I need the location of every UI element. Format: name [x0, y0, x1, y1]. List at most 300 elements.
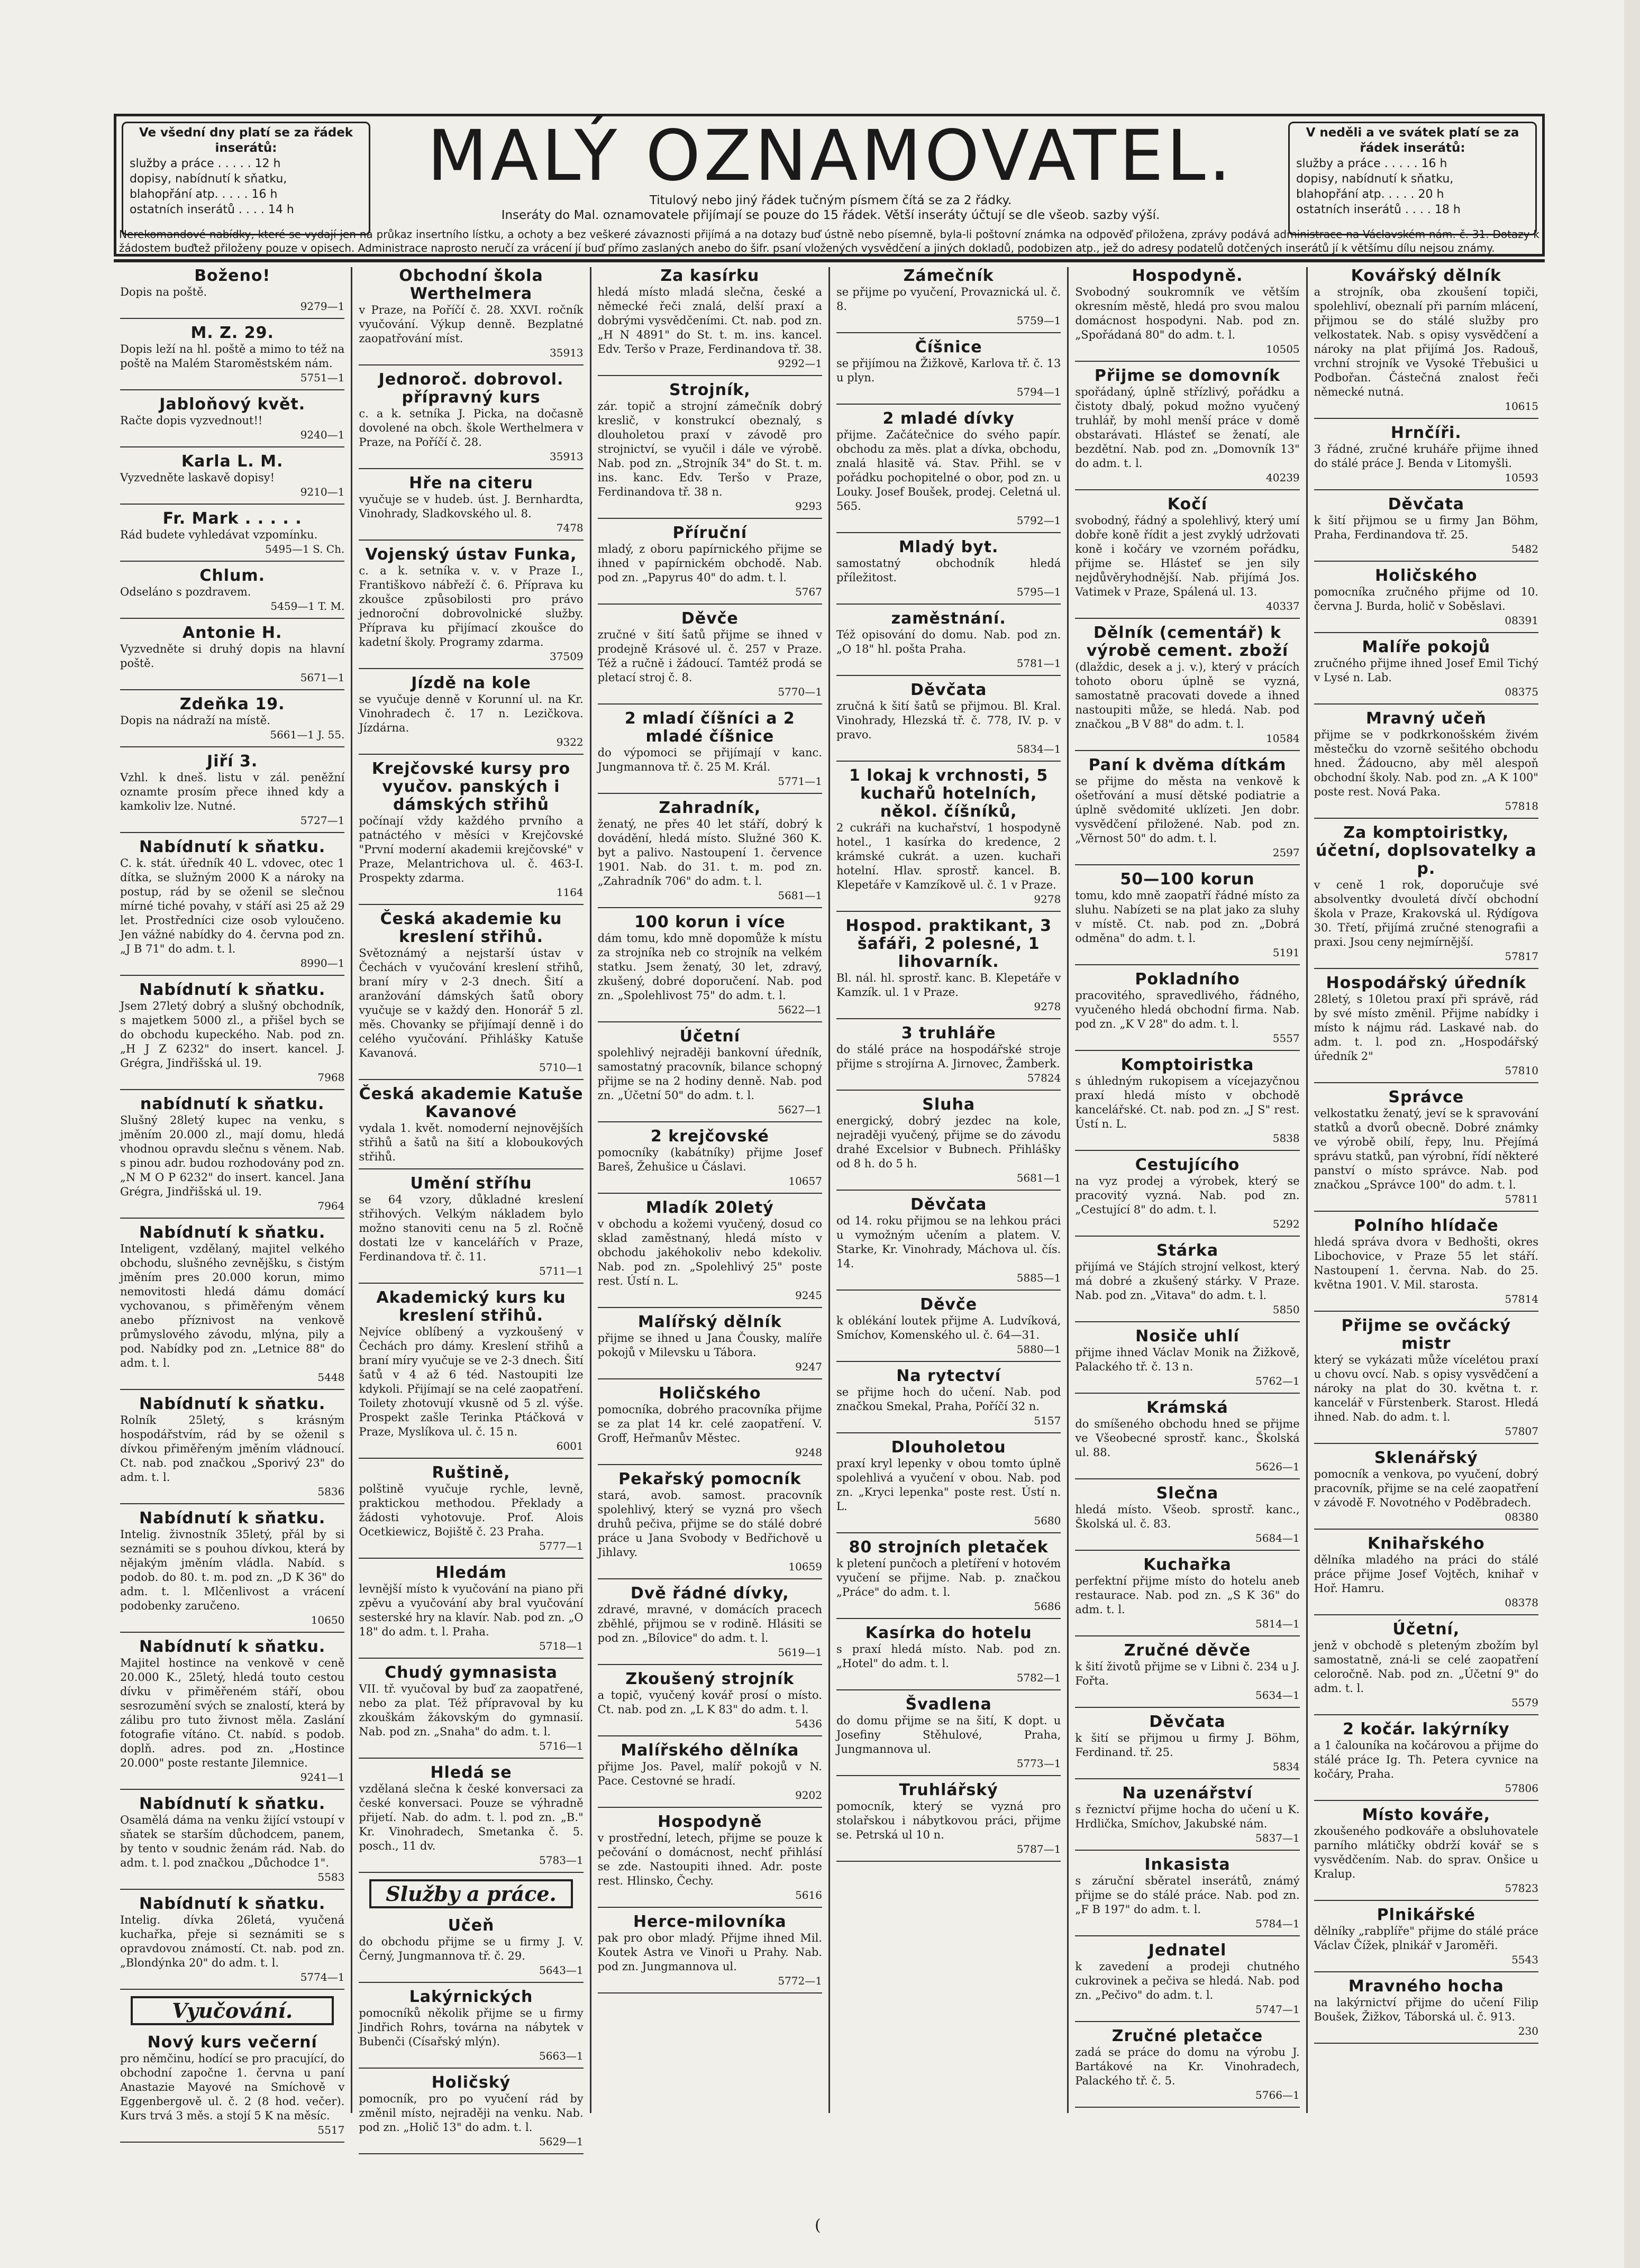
ad-column-3	[591, 267, 830, 2113]
ad-reference: 5773—1	[1016, 1757, 1061, 1770]
ad-heading: Chudý gymnasista	[385, 1663, 558, 1682]
ad-reference: 5850	[1272, 1303, 1300, 1316]
classified-ad	[598, 1813, 822, 1908]
ad-body: jenž v obchodě s pleteným zbožím byl samostatně, zná-li se celé zaopatření celoročně. Nab. pod zn. „Účetní 9" do adm. t. l.	[1314, 1639, 1538, 1695]
ad-body: přijme. Začátečnice do svého papír. obchodu za měs. plat a dívka, obchodu, znalá hlasitě vá. Stav. Přihl. se v pořádku pochopitelné o obor, pod zn. u Louky. Josef Boušek, prodej. Celetná ul. 565.	[836, 428, 1061, 513]
ad-body: v prostřední, letech, přijme se pouze k pečování o domácnost, nechť přihlásí se zde. Nastoupiti ihned. Adr. poste rest. Hlinsko, Čechy.	[597, 1832, 822, 1887]
ad-body: pro němčinu, hodící se pro pracující, do obchodní započne 1. června u paní Anastazie Mayové na Smíchově v Eggenbergově ul. č. 2 (8 hod. večer). Kurs trvá 3 měs. a stojí 5 K na měsíc.	[120, 2052, 345, 2122]
ad-heading: Číšnice	[915, 338, 982, 356]
ad-body: zadá se práce do domu na výrobu J. Bartákové na Kr. Vinohradech, Palackého tř. č. 5.	[1075, 2046, 1300, 2087]
holiday-rates-box	[1288, 122, 1537, 235]
ad-body: s praxí hledá místo. Nab. pod zn. „Hotel" do adm. t. l.	[836, 1643, 1061, 1670]
ad-heading: Dvě řádné dívky,	[630, 1584, 789, 1603]
ad-heading: Mladík 20letý	[645, 1199, 774, 1217]
ad-heading: Kuchařka	[1143, 1556, 1232, 1574]
ad-body: polštině vyučuje rychle, levně, praktickou methodou. Překlady a žádosti vyhotovuje. Prof. Alois Ocetkiewicz, Bojiště č. 23 Praha.	[359, 1483, 584, 1538]
ad-reference: 5681—1	[778, 889, 822, 902]
ad-heading: Lakýrnických	[409, 1988, 533, 2006]
classified-ad	[1075, 267, 1299, 362]
classified-ad	[359, 1988, 583, 2069]
ad-heading: Holičský	[431, 2073, 511, 2092]
classified-ad	[359, 2074, 583, 2154]
ad-heading: Zručné pletačce	[1111, 2027, 1263, 2045]
ad-heading: Umění stříhu	[410, 1174, 532, 1193]
ad-body: který se vykázati může vícelétou praxí u chovu ovcí. Nab. s opisy vysvědčení a nároky na plat do 30. května t. r. kancelář v Fürstenberk. Starost. Hledá ihned. Nab. do adm. t. l.	[1314, 1354, 1538, 1423]
ad-reference: 5495—1 S. Ch.	[265, 543, 345, 555]
ad-heading: Knihařského	[1368, 1534, 1485, 1553]
ad-heading: Za komptoiristky, účetní, doplsovatelky a p.	[1316, 824, 1537, 878]
ad-heading: Za kasírku	[660, 267, 760, 285]
ad-heading: Zdeňka 19.	[179, 695, 285, 714]
ad-body: Nejvíce oblíbený a vyzkoušený v Čechách pro dámy. Kreslení střihů a braní míry vyučuje se ve 2-3 dnech. Šití šatů v 4 až 6 téd. Nastoupiti lze kdykoli. Přijímají se na celé zaopatření. Toilety zhotovují vkusně od 5 zl. výše. Prospekt zašle Terinka Ptáčková v Praze, Myslíkova ul. č. 15 n.	[359, 1325, 584, 1438]
ad-reference: 5663—1	[539, 2050, 584, 2062]
ad-reference: 5762—1	[1255, 1375, 1300, 1387]
ad-body: velkostatku ženatý, jeví se k spravování statků a dvorů obecně. Dobré známky ve výrobě obilí, řepy, lnu. Přejímá správu statků, pan výrobní, řídí některé panství o místo správce. Nab. pod značkou „Správce 100" do adm. t. l.	[1314, 1107, 1538, 1191]
ad-body: spořádaný, úplně střízlivý, pořádku a čistoty dbalý, pokud možno vyučený truhlář, by mohl menší práce v domě obstarávati. Hlásteť se ženatí, ale bezdětní. Nab. pod zn. „Domovník 13" do adm. t. l.	[1075, 386, 1300, 470]
classified-ad	[836, 1367, 1061, 1433]
scan-edge	[1624, 0, 1640, 2268]
ad-reference: 9279—1	[300, 300, 345, 313]
ad-reference: 5686	[1034, 1600, 1061, 1613]
classified-ad	[836, 917, 1061, 1019]
ad-heading: Kasírka do hotelu	[865, 1624, 1032, 1642]
ad-body: do obchodu přijme se u firmy J. V. Černý, Jungmannova tř. č. 29.	[359, 1935, 584, 1962]
classified-ad	[120, 1095, 344, 1219]
ad-body: dělníky „rabplíře" přijme do stálé práce Václav Čížek, plnikář v Jaroměři.	[1314, 1925, 1538, 1952]
classified-ad	[836, 1025, 1061, 1091]
ad-reference: 5448	[317, 1371, 345, 1384]
ad-reference: 5579	[1511, 1696, 1538, 1709]
weekday-rates-heading: Ve všední dny platí se za řádek inserátů:	[139, 126, 353, 155]
ad-reference: 5771—1	[778, 775, 822, 788]
ad-body: k šití přijmou se u firmy Jan Böhm, Praha, Ferdinandova tř. 25.	[1314, 514, 1538, 541]
ad-heading: nabídnutí k sňatku.	[140, 1095, 325, 1113]
ad-body: na vyz prodej a výrobek, který se pracovitý vyzná. Nab. pod zn. „Cestující 8" do adm. t. l.	[1075, 1175, 1300, 1216]
subtitle: Titulový nebo jiný řádek tučným písmem čítá se za 2 řádky.	[649, 194, 1012, 207]
classified-ad	[120, 696, 344, 747]
ad-reference: 9292—1	[778, 357, 822, 370]
ad-body: Vzhl. k dneš. listu v zál. peněžní oznamte prosím přece ihned kdy a kamkoliv lze. Nutné.	[120, 771, 345, 812]
classified-ad	[836, 1196, 1061, 1291]
ad-body: Intelig. dívka 26letá, vyučená kuchařka, přeje si seznámiti se s opravdovou známostí. Ct. nab. pod zn. „Blondýnka 20" do adm. t. l.	[120, 1914, 345, 1969]
classified-ad	[120, 1638, 344, 1790]
classified-ad	[598, 1585, 822, 1665]
ad-body: do stálé práce na hospodářské stroje přijme s strojírna A. Jirnovec, Žamberk.	[836, 1043, 1061, 1070]
weekday-rates-box	[122, 122, 370, 235]
ad-reference: 9245	[795, 1289, 822, 1302]
classified-ad	[359, 760, 583, 905]
ad-body: Vyzvedněte laskavě dopisy!	[120, 471, 275, 484]
ad-reference: 5783—1	[539, 1854, 584, 1867]
ad-reference: 5814—1	[1255, 1617, 1300, 1630]
classified-ad	[836, 538, 1061, 605]
ad-reference: 9247	[795, 1360, 822, 1373]
masthead	[381, 115, 1280, 223]
ad-reference: 40239	[1266, 471, 1300, 484]
ad-heading: Truhlářský	[899, 1781, 998, 1799]
classified-ad	[359, 1917, 583, 1983]
classified-columns	[114, 267, 1545, 2148]
ad-heading: Na uzenářství	[1122, 1784, 1253, 1803]
ad-body: k šití životů přijme se v Libni č. 234 u J. Fořta.	[1075, 1660, 1300, 1687]
ad-reference: 5191	[1272, 946, 1300, 959]
classified-ad	[1075, 1399, 1299, 1479]
ad-reference: 5622—1	[778, 1003, 822, 1016]
weekday-rate-line: ostatních inserátů . . . . 14 h	[130, 203, 294, 216]
ad-body: 28letý, s 10letou praxí při správě, rád by své místo změnil. Přijme nabídky i místo k nájmu rád. Laskavé nab. do adm. t. l. pod zn. „Hospodářský úředník 2"	[1314, 993, 1538, 1063]
ad-heading: Děvčata	[910, 681, 987, 699]
ad-body: zručná k šití šatů se přijmou. Bl. Kral. Vinohrady, Hlezská tř. č. 778, IV. p. v pravo.	[836, 700, 1061, 741]
section-heading-box: Vyučování.	[131, 1996, 334, 2025]
ad-body: Intelig. živnostník 35letý, přál by si seznámiti se s pouhou dívkou, která by nějakým jměním vládla. Nabíd. s podob. do 80. t. m. pod zn. „D K 36" do adm. t. l. Mlčenlivost a vrácení podobenky zaručeno.	[120, 1528, 345, 1612]
ad-heading: Krámská	[1146, 1398, 1228, 1417]
ad-reference: 10650	[311, 1614, 345, 1626]
ad-body: VII. tř. vyučoval by buď za zaopatřené, nebo za plat. Též přípravoval by ku zkouškám žákovským do gymnasií. Nab. pod zn. „Snaha" do adm. t. l.	[359, 1682, 584, 1738]
ad-reference: 5616	[795, 1889, 822, 1901]
ad-heading: Nabídnutí k sňatku.	[139, 1395, 326, 1413]
ad-reference: 57811	[1505, 1193, 1538, 1205]
classified-ad	[1314, 1535, 1538, 1615]
ad-heading: Nabídnutí k sňatku.	[139, 838, 326, 856]
ad-heading: Ruštině,	[432, 1464, 511, 1482]
ad-column-4	[830, 267, 1069, 2113]
ad-heading: Polního hlídače	[1353, 1217, 1499, 1235]
classified-ad	[120, 2034, 344, 2143]
ad-body: se vyučuje denně v Korunní ul. na Kr. Vinohradech č. 17 n. Lezičkova. Jízdárna.	[359, 693, 584, 734]
classified-ad	[598, 267, 822, 376]
classified-ad	[359, 674, 583, 755]
ad-heading: Přijme se domovník	[1094, 367, 1281, 385]
weekday-rate-line: blahopřání atp. . . . . 16 h	[130, 188, 278, 201]
holiday-rate-line: blahopřání atp. . . . . 20 h	[1296, 188, 1444, 201]
ad-body: pomocníky (kabátníky) přijme Josef Bareš, Žehušice u Čáslavi.	[597, 1146, 822, 1173]
classified-ad	[1075, 1242, 1299, 1322]
ad-reference: 5774—1	[300, 1971, 345, 1983]
classified-ad	[1314, 1449, 1538, 1530]
ad-body: dělníka mladého na práci do stálé práce přijme Josef Vojtěch, knihař v Hoř. Hamru.	[1314, 1553, 1538, 1595]
ad-reference: 5681—1	[1016, 1172, 1061, 1184]
classified-ad	[359, 371, 583, 469]
ad-body: pomocník a venkova, po vyučení, dobrý pracovník, přijme se na celé zaopatření v závodě F. Novotného v Poděbradech.	[1314, 1468, 1538, 1509]
classified-ad	[120, 267, 344, 319]
ad-heading: Dělník (cementář) k výrobě cement. zboží	[1086, 624, 1289, 660]
classified-ad	[598, 913, 822, 1022]
ad-heading: Obchodní škola Werthelmera	[399, 267, 543, 303]
holiday-rate-line: služby a práce . . . . . 16 h	[1296, 157, 1447, 170]
ad-heading: Nosiče uhlí	[1135, 1327, 1240, 1346]
ad-heading: Chlum.	[199, 566, 265, 585]
ad-reference: 5777—1	[539, 1540, 584, 1552]
ad-reference: 5711—1	[539, 1265, 584, 1277]
ad-body: zručného přijme ihned Josef Emil Tichý v Lysé n. Lab.	[1314, 657, 1538, 684]
ad-reference: 57807	[1505, 1425, 1538, 1438]
ad-heading: Místo kováře,	[1362, 1806, 1491, 1824]
ad-reference: 57818	[1505, 800, 1538, 812]
ad-reference: 10659	[788, 1560, 822, 1573]
ad-body: dám tomu, kdo mně dopomůže k místu za strojníka neb co strojník na velkém statku. Jsem ženatý, 30 let, zdravý, zkušený, dobré doporučení. Nab. pod zn. „Spolehlivost 75" do adm. t. l.	[597, 932, 822, 1002]
ad-column-2	[352, 267, 591, 2148]
classified-ad	[836, 267, 1061, 333]
ad-body: stará, avob. samost. pracovník spolehlivý, který se vyzná pro všech druhů pečiva, přijme se do stálé dobré práce u Jana Svobody v Bedřichově u Jihlavy.	[597, 1489, 822, 1559]
footer-mark: (	[815, 2216, 821, 2235]
classified-ad	[836, 767, 1061, 912]
ad-heading: Mravného hocha	[1348, 1977, 1504, 1996]
ad-reference: 08375	[1505, 685, 1538, 698]
classified-ad	[120, 396, 344, 447]
ad-body: na lakýrnictví přijme do učení Filip Boušek, Žižkov, Táborská ul. č. 913.	[1314, 1996, 1538, 2023]
ad-heading: Nabídnutí k sňatku.	[139, 1895, 326, 1913]
ad-heading: 1 lokaj k vrchnosti, 5 kuchařů hotelních, někol. číšníků,	[849, 766, 1049, 821]
ad-reference: 57823	[1505, 1882, 1538, 1895]
ad-body: k zavedení a prodeji chutného cukrovinek a pečiva se hledá. Nab. pod zn. „Pečivo" do adm. t. l.	[1075, 1960, 1300, 2001]
ad-reference: 5543	[1511, 1953, 1538, 1966]
ad-body: Odseláno s pozdravem.	[120, 586, 251, 598]
ad-reference: 08391	[1505, 614, 1538, 627]
classified-ad	[359, 1564, 583, 1659]
weekday-rate-line: služby a práce . . . . . 12 h	[130, 157, 281, 170]
ad-reference: 9202	[795, 1789, 822, 1801]
ad-body: a 1 čalouníka na kočárovou a přijme do stálé práce Ig. Th. Petera cyvnice na kočáry, Praha.	[1314, 1739, 1538, 1780]
ad-body: hledá místo mladá slečna, české a německé řeči znalá, delší praxí a dobrými vysvědčeními. Ct. nab. pod zn. „H N 4891" do St. t. m. ins. kancel. Edv. Teršo v Praze, Ferdinandova tř. 38.	[597, 286, 822, 355]
ad-body: Majitel hostince na venkově v ceně 20.000 K., 25letý, hledá touto cestou dívku v přiměřeném stáří, obou sesrozumění svých se znalostí, která by zálibu pro tuto živnost měla. Zaslání fotografie vítáno. Ct. nabíd. s podob. doplň. adres. pod zn. „Hostince 20.000" poste restante Jilemnice.	[120, 1657, 345, 1769]
classified-ad	[359, 1464, 583, 1559]
ad-reference: 5710—1	[539, 1061, 584, 1074]
classified-ad	[120, 324, 344, 390]
classified-ad	[1075, 624, 1299, 751]
ad-body: pomocník, který se vyzná pro stolařskou i nábytkovou práci, přijme se. Petrská ul 10 n.	[836, 1800, 1061, 1841]
ad-heading: Mravný učeň	[1365, 709, 1487, 728]
classified-ad	[1075, 1328, 1299, 1394]
ad-body: zár. topič a strojní zámečník dobrý kreslič, v konstrukcí obeznalý, s dlouholetou praxí v závodě pro strojnictví, se vyučil i dále ve výrobě. Nab. pod zn. „Strojník 34" do St. t. m. ins. kanc. Edv. Teršo v Praze, Ferdinandova tř. 38 n.	[597, 400, 822, 498]
ad-body: Dopis leží na hl. poště a mimo to též na poště na Malém Staroměstském nám.	[120, 343, 345, 370]
ad-body: Dopis na poště.	[120, 286, 207, 298]
section-heading-box: Služby a práce.	[369, 1879, 572, 1908]
ad-body: do domu přijme se na šití, K dopt. u Josefiny Stěhulové, Praha, Jungmannova ul.	[836, 1714, 1061, 1755]
ad-reference: 9210—1	[300, 486, 345, 498]
ad-reference: 5885—1	[1016, 1272, 1061, 1284]
ad-heading: Správce	[1388, 1088, 1464, 1106]
insertion-note: Inseráty do Mal. oznamovatele přijímají se pouze do 15 řádek. Větší inseráty účtují se dle všeob. sazby výší.	[501, 208, 1160, 222]
ad-body: v Praze, na Poříčí č. 28. XXVI. ročník vyučování. Výkup denně. Bezplatné zaopatřování míst.	[359, 304, 584, 345]
ad-reference: 5292	[1272, 1218, 1300, 1230]
ad-reference: 7478	[556, 522, 584, 534]
ad-reference: 5787—1	[1016, 1843, 1061, 1855]
ad-reference: 5643—1	[539, 1964, 584, 1977]
ad-heading: zaměstnání.	[891, 609, 1006, 628]
ad-body: v obchodu a kožemi vyučený, dosud co sklad zaměstnaný, hledá místo v obchodu jakéhokoliv nebo kdekoliv. Nab. pod zn. „Spolehlivý 25" poste rest. Ústí n. L.	[597, 1218, 822, 1287]
ad-body: s úhledným rukopisem a vícejazyčnou praxí hledá místo v obchodě kancelářské. Ct. nab. pod zn. „J S" rest. Ústí n. L.	[1075, 1075, 1300, 1130]
ad-reference: 5834—1	[1016, 743, 1061, 755]
ad-reference: 57824	[1027, 1072, 1061, 1084]
classified-ad	[836, 681, 1061, 762]
classified-ad	[1314, 496, 1538, 562]
ad-body: zručné v šití šatů přijme se ihned v prodejně Krásové ul. č. 257 v Praze. Též a ručně i žádoucí. Tamtéž prodá se pletací stroj č. 8.	[597, 628, 822, 684]
classified-ad	[1314, 1621, 1538, 1715]
classified-ad	[359, 474, 583, 541]
ad-heading: Mladý byt.	[898, 538, 999, 556]
ad-heading: Kočí	[1167, 495, 1208, 514]
ad-body: samostatný obchodník hledá příležitost.	[836, 557, 1061, 584]
ad-body: perfektní přijme místo do hotelu aneb restaurace. Nab. pod zn. „S K 36" do adm. t. l.	[1075, 1575, 1300, 1616]
ad-body: Rád budete vyhledávat vzpomínku.	[120, 528, 318, 541]
ad-column-6	[1308, 267, 1545, 2113]
ad-body: pracovitého, spravedlivého, řádného, vyučeného hledá obchodní firma. Nab. pod zn. „K V 28" do adm. t. l.	[1075, 989, 1300, 1030]
header-divider	[114, 259, 1545, 262]
page-title: MALÝ OZNAMOVATEL.	[427, 115, 1234, 197]
ad-heading: Děvčata	[1388, 495, 1465, 514]
ad-heading: Akademický kurs ku kreslení střihů.	[376, 1288, 566, 1325]
ad-heading: Švadlena	[905, 1695, 992, 1714]
ad-reference: 57806	[1505, 1782, 1538, 1795]
ad-heading: Krejčovské kursy pro vyučov. panských i dámských střihů	[371, 760, 571, 814]
ad-reference: 5517	[317, 2124, 345, 2136]
classified-ad	[120, 510, 344, 562]
classified-ad	[1314, 267, 1538, 419]
ad-heading: Inkasista	[1144, 1855, 1231, 1874]
ad-body: do smíšeného obchodu hned se přijme ve Všeobecné sprostř. kanc., Školská ul. 88.	[1075, 1418, 1300, 1459]
ad-reference: 5684—1	[1255, 1532, 1300, 1544]
classified-ad	[359, 1764, 583, 1873]
ad-reference: 5680	[1034, 1514, 1061, 1527]
ad-heading: 2 krejčovské	[650, 1127, 769, 1146]
classified-ad	[120, 753, 344, 833]
ad-heading: Herce-milovníka	[633, 1913, 787, 1931]
classified-ad	[1075, 756, 1299, 865]
ad-body: přijme se v podkrkonošském živém městečku do vzorně sešitého obchodu hned. Žádoucno, aby měl alespoň obchodní školy. Nab. pod zn. „A K 100" poste rest. Nová Paka.	[1314, 728, 1538, 798]
ad-heading: Hrnčíři.	[1390, 424, 1462, 442]
ad-reference: 5634—1	[1255, 1689, 1300, 1702]
classified-ad	[359, 546, 583, 669]
classified-ad	[836, 410, 1061, 533]
ad-body: (dlaždic, desek a j. v.), který v prácích tohoto oboru úplně se vyzná, samostatně pracovati dovede a ihned nastoupiti může, se hledá. Nab. pod značkou „B V 88" do adm. t. l.	[1075, 661, 1300, 730]
ad-heading: Na rytectví	[896, 1367, 1001, 1385]
ad-heading: Děvčata	[910, 1195, 987, 1214]
ad-reference: 5661—1 J. 55.	[270, 728, 345, 741]
ad-reference: 5770—1	[778, 685, 822, 698]
classified-ad	[836, 610, 1061, 676]
ad-body: od 14. roku přijmou se na lehkou práci u vymožným učením a platem. V. Starke, Kr. Vinohrady, Máchova ul. čís. 14.	[836, 1214, 1061, 1270]
ad-body: a strojník, oba zkoušení topiči, spolehliví, obeznalí při parním mlácení, přijmou se do stálé služby pro velkostatek. Nab. s opisy vysvědčení a nároky na plat přijímá Jos. Radouš, vrchní strojník ve Vysoké Třebušici u Podbořan. Částečná znalost řeči německé nutná.	[1314, 286, 1538, 398]
ad-body: pak pro obor mladý. Přijme ihned Mil. Koutek Astra ve Vinoři u Prahy. Nab. pod zn. Jungmannova ul.	[597, 1932, 822, 1973]
classified-ad	[1075, 1556, 1299, 1636]
ad-reference: 5718—1	[539, 1640, 584, 1652]
ad-heading: Nabídnutí k sňatku.	[139, 1795, 326, 1813]
classified-ad	[1314, 1806, 1538, 1901]
ad-reference: 5837—1	[1255, 1832, 1300, 1844]
ad-column-5	[1069, 267, 1307, 2113]
classified-ad	[1075, 1713, 1299, 1779]
ad-body: mladý, z oboru papírnického přijme se ihned v papírnickém obchodě. Nab. pod zn. „Papyrus 40" do adm. t. l.	[597, 543, 822, 584]
ad-body: pomocníků několik přijme se u firmy Jindřich Rohrs, továrna na nábytek v Bubenči (Císařský mlýn).	[359, 2007, 584, 2048]
ad-body: se přijme do města na venkově k ošetřování a musí dětské podiatrie a úplně svědomité uklízeti. Jen dobr. vysvědčení přiložené. Nab. pod zn. „Věrnost 50" do adm. t. l.	[1075, 775, 1300, 845]
classified-ad	[1075, 871, 1299, 965]
ad-heading: Hledá se	[430, 1763, 512, 1782]
classified-ad	[836, 339, 1061, 405]
classified-ad	[1075, 971, 1299, 1051]
classified-ad	[120, 838, 344, 976]
ad-reference: 5619—1	[778, 1646, 822, 1659]
ad-heading: 100 korun i více	[634, 913, 786, 931]
ad-body: vzdělaná slečna k české konversaci za české konversaci. Pouze se výhradně přijetí. Nab. do adm. t. l. pod zn. „B." Kr. Vinohradech, Smetanka č. 5. posch., 11 dv.	[359, 1782, 584, 1852]
classified-ad	[598, 1470, 822, 1579]
ad-body: c. a k. setníka v. v. v Praze I., Františkovo nábřeží č. 6. Příprava ku zkoušce způsobilosti pro právo jednoroční dobrovolnické služby. Příprava ku přijímací zkoušce do kadetní školy. Programy zdarma.	[359, 564, 584, 648]
ad-heading: Jednatel	[1148, 1941, 1227, 1960]
classified-ad	[598, 524, 822, 605]
ad-heading: 2 mladí číšníci a 2 mladé číšnice	[624, 709, 795, 746]
classified-ad	[1075, 2027, 1299, 2108]
ad-body: k šití se přijmou u firmy J. Böhm, Ferdinand. tř. 25.	[1075, 1732, 1300, 1759]
classified-ad	[1314, 1978, 1538, 2044]
classified-ad	[1314, 1721, 1538, 1801]
ad-reference: 5482	[1511, 543, 1538, 555]
ad-reference: 10657	[788, 1175, 822, 1187]
classified-ad	[1075, 1485, 1299, 1551]
ad-reference: 40337	[1266, 600, 1300, 612]
ad-heading: Hře na citeru	[409, 474, 533, 492]
ad-heading: Jízdě na kole	[411, 674, 531, 692]
ad-reference: 37509	[550, 650, 584, 663]
ad-body: zkoušeného podkováře a obsluhovatele parního mlátičky obdrží kovář se s vysvědčením. Nab. do sprav. Onšice u Kralup.	[1314, 1825, 1538, 1880]
ad-reference: 9322	[556, 736, 584, 748]
ad-heading: Nabídnutí k sňatku.	[139, 1638, 326, 1656]
classified-ad	[120, 1224, 344, 1390]
ad-body: přijímá ve Stájích strojní velkost, který má dobré a zkušený stárky. V Praze. Nab. pod zn. „Vitava" do adm. t. l.	[1075, 1260, 1300, 1302]
classified-ad	[120, 1510, 344, 1633]
ad-heading: Jiří 3.	[207, 752, 258, 771]
ad-reference: 5836	[317, 1485, 345, 1498]
ad-reference: 5436	[795, 1717, 822, 1730]
classified-ad	[359, 1175, 583, 1284]
ad-body: se 64 vzory, důkladné kreslení střihových. Velkým nákladem bylo možno stanoviti cenu na 5 zl. Ročně dostati lze v kancelářích v Praze, Ferdinandova tř. č. 11.	[359, 1193, 584, 1263]
weekday-rate-line: dopisy, nabídnutí k sňatku,	[130, 172, 287, 186]
ad-heading: Děvčata	[1149, 1713, 1226, 1731]
ad-body: Svobodný soukromník ve větším okresním městě, hledá pro svou malou domácnost hospodyni. Nab. pod zn. „Spořádaná 80" do adm. t. l.	[1075, 286, 1300, 341]
ad-body: hledá správa dvora v Bedhošti, okres Libochovice, v Praze 55 let stáří. Nastoupení 1. června. Nab. do 25. května 1901. V. Mil. starosta.	[1314, 1236, 1538, 1291]
ad-body: k oblékání loutek přijme A. Ludvíková, Smíchov, Komenského ul. č. 64—31.	[836, 1314, 1061, 1341]
holiday-rates-heading: V neděli a ve svátek platí se za řádek inserátů:	[1306, 126, 1519, 155]
classified-ad	[1314, 1317, 1538, 1444]
ad-reference: 5767	[795, 586, 822, 598]
classified-ad	[120, 1895, 344, 1990]
ad-reference: 9293	[795, 500, 822, 513]
ad-reference: 5583	[317, 1871, 345, 1883]
classified-ad	[598, 710, 822, 794]
ad-heading: Dlouholetou	[891, 1438, 1006, 1457]
ad-body: přijme Jos. Pavel, malíř pokojů v N. Pace. Cestovné se hradí.	[597, 1760, 822, 1787]
ad-column-1	[114, 267, 352, 2136]
classified-ad	[836, 1696, 1061, 1776]
ad-heading: Děvče	[920, 1295, 978, 1314]
ad-heading: Česká akademie Katuše Kavanové	[359, 1085, 584, 1121]
ad-reference: 5838	[1272, 1132, 1300, 1145]
ad-heading: Malířský dělník	[637, 1313, 782, 1331]
ad-reference: 5794—1	[1016, 386, 1061, 398]
ad-heading: Komptoiristka	[1120, 1056, 1254, 1074]
classified-ad	[598, 1199, 822, 1308]
ad-body: Dopis na nádraží na místě.	[120, 714, 270, 727]
ad-reference: 7964	[317, 1200, 345, 1212]
classified-ad	[359, 267, 583, 365]
ad-body: vyučuje se v hudeb. úst. J. Bernhardta, Vinohrady, Sladkovského ul. 8.	[359, 493, 584, 520]
administration-rules: Nerekomandové nabídky, které se vydají jen na průkaz insertního lístku, a ochoty a bez veškeré závaznosti přijímá a na dotazy buď ústně nebo písemně, byla-li poštovní známka na odpověď přiložena, zprávy podává administrace na Václavském nám. č. 31. Dotazy k žádostem buďtež přiloženy pouze v opisech. Administrace naprosto neručí za vrácení jí buď přímo zaslaných anebo do šifr. psaní vložených vysvědčení a jiných dokladů, podobizen atp., jež do adresy podatelů dotčených inserátů jí k většímu dílu nejsou známy.	[119, 228, 1539, 254]
ad-reference: 5671—1	[300, 671, 345, 684]
ad-body: svobodný, řádný a spolehlivý, který umí dobře koně řídit a jest zvyklý udržovati koně i kočáry ve vzorném pořádku, přijme se. Hlásteť se jen sily nejdůvěryhodnější. Nab. přijímá Jos. Vatimek v Praze, Spálená ul. 13.	[1075, 514, 1300, 598]
ad-reference: 9278	[1034, 1000, 1061, 1013]
ad-heading: Pekařský pomocník	[618, 1470, 801, 1488]
ad-heading: Nabídnutí k sňatku.	[139, 1509, 326, 1528]
ad-heading: Holičského	[659, 1384, 761, 1403]
ad-heading: Plnikářské	[1377, 1906, 1475, 1924]
